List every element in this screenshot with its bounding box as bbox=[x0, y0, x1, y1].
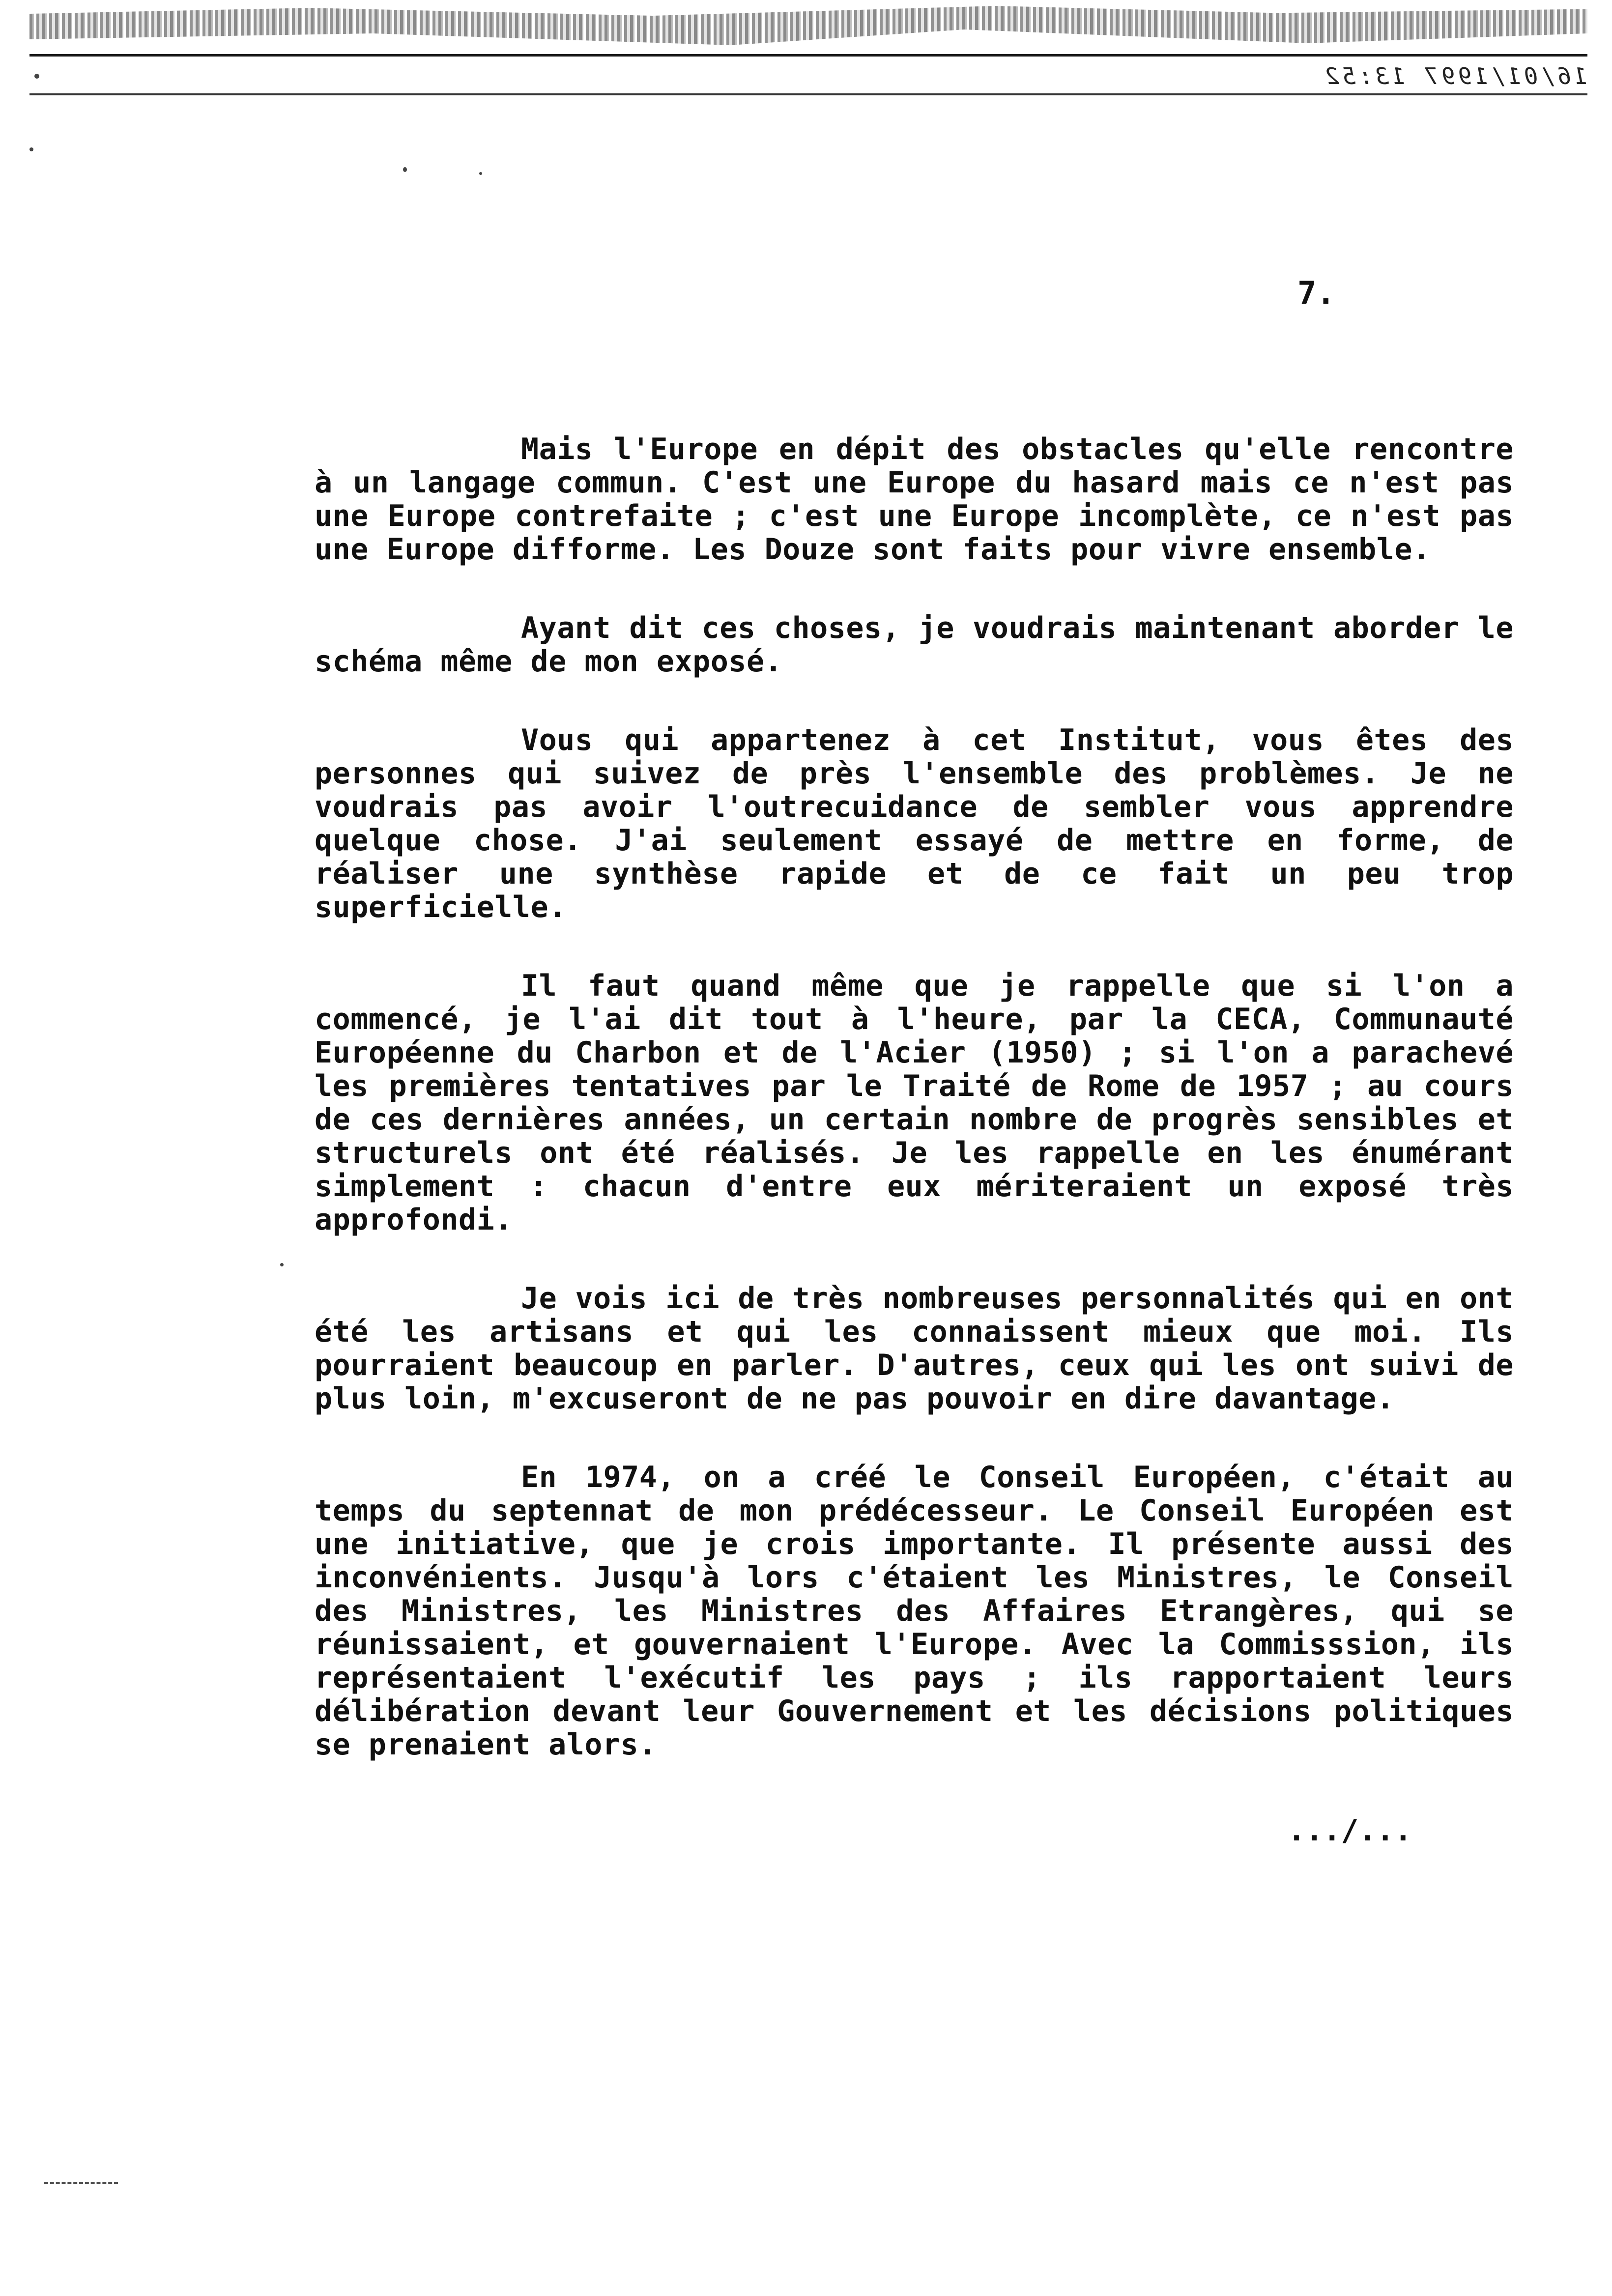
paragraph-3: Vous qui appartenez à cet Institut, vous êtes des personnes qui suivez de près l'ensemble des problèmes. Je ne voudrais pas avoir l'outrecuidance de sembler vous apprendre quelque chose. J'ai seulement essayé de mettre en forme, de réaliser une synthèse rapide et de ce fait un peu trop superficielle. bbox=[315, 723, 1514, 924]
fax-header-noise bbox=[29, 6, 1587, 45]
fax-stamp: 16/01/1997 13:52 bbox=[1322, 63, 1587, 89]
scan-speck bbox=[34, 74, 39, 79]
continuation-marker: .../... bbox=[1288, 1813, 1412, 1848]
paragraph-1: Mais l'Europe en dépit des obstacles qu'elle rencontre à un langage commun. C'est une Europe du hasard mais ce n'est pas une Europe contrefaite ; c'est une Europe incomplète, ce n'est pas une Europe difforme. Les Douze sont faits pour vivre ensemble. bbox=[315, 432, 1514, 567]
page-number: 7. bbox=[1297, 275, 1336, 312]
paragraph-5: Je vois ici de très nombreuses personnalités qui en ont été les artisans et qui les connaissent mieux que moi. Ils pourraient beaucoup en parler. D'autres, ceux qui les ont suivi de plus loin, m'excuseront de ne pas pouvoir en dire davantage. bbox=[315, 1281, 1514, 1416]
scan-speck bbox=[29, 147, 33, 151]
scan-margin-mark bbox=[44, 2182, 118, 2184]
scan-speck bbox=[403, 167, 407, 172]
fax-header-rule-lower bbox=[29, 93, 1587, 95]
scan-speck bbox=[280, 1263, 284, 1266]
paragraph-6: En 1974, on a créé le Conseil Européen, c'était au temps du septennat de mon prédécesseur. Le Conseil Européen est une initiative, que je crois importante. Il présente aussi des inconvénients. Jusqu'à lors c'étaient les Ministres, le Conseil des Ministres, les Ministres des Affaires Etrangères, qui se réunissaient, et gouvernaient l'Europe. Avec la Commisssion, ils représentaient l'exécutif les pays ; ils rapportaient leurs délibération devant leur Gouvernement et les décisions politiques se prenaient alors. bbox=[315, 1460, 1514, 1762]
paragraph-2: Ayant dit ces choses, je voudrais maintenant aborder le schéma même de mon exposé. bbox=[315, 611, 1514, 679]
paragraph-4: Il faut quand même que je rappelle que si l'on a commencé, je l'ai dit tout à l'heure, par la CECA, Communauté Européenne du Charbon et de l'Acier (1950) ; si l'on a parachevé les premières tentatives par le Traité de Rome de 1957 ; au cours de ces dernières années, un certain nombre de progrès sensibles et structurels ont été réalisés. Je les rappelle en les énumérant simplement : chacun d'entre eux mériteraient un exposé très approfondi. bbox=[315, 969, 1514, 1237]
body-text bbox=[315, 432, 1514, 1807]
fax-header-rule bbox=[29, 54, 1587, 57]
scan-speck bbox=[479, 172, 482, 175]
